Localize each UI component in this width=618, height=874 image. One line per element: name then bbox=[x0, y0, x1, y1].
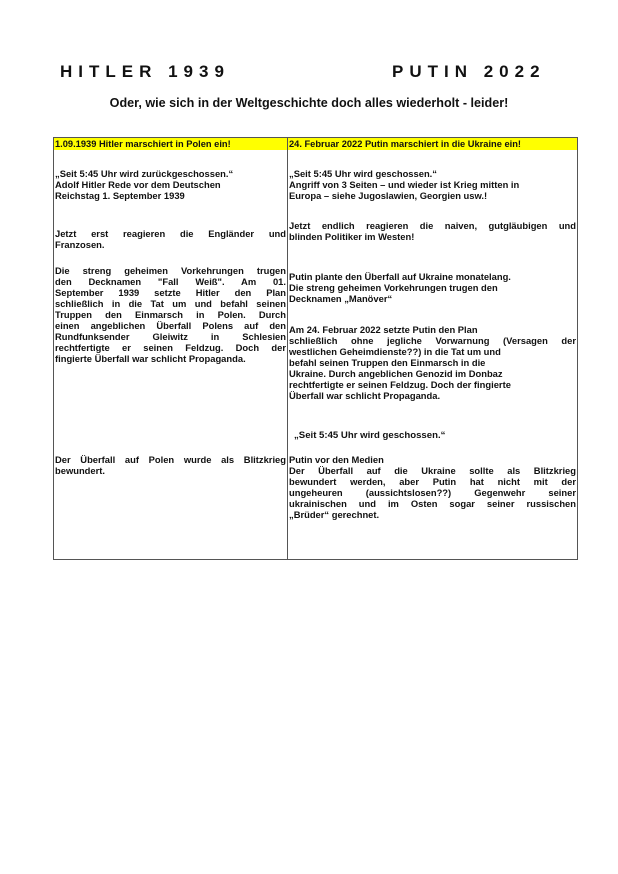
left-quote-line: Adolf Hitler Rede vor dem Deutschen bbox=[55, 179, 221, 190]
left-preparation-block bbox=[55, 265, 286, 364]
left-preparation-line: den Decknamen "Fall Weiß". Am 01. bbox=[55, 276, 286, 287]
page-subtitle: Oder, wie sich in der Weltgeschichte doch alles wiederholt - leider! bbox=[109, 96, 509, 110]
right-invasion-line: Überfall war schlicht Propaganda. bbox=[289, 390, 441, 401]
right-blitzkrieg-line: bewundert werden, aber Putin hat nicht mit der bbox=[289, 476, 576, 487]
right-quote-line: Europa – siehe Jugoslawien, Georgien usw.! bbox=[289, 190, 488, 201]
right-invasion-line: Am 24. Februar 2022 setzte Putin den Plan bbox=[289, 324, 478, 335]
left-preparation-line: rechtfertigte er seinen Feldzug. Doch der bbox=[55, 342, 286, 353]
left-quote-block bbox=[55, 168, 286, 201]
left-reaction-block bbox=[55, 228, 286, 250]
right-blitzkrieg-block bbox=[289, 454, 576, 520]
right-quote-line: „Seit 5:45 Uhr wird geschossen.“ bbox=[289, 168, 437, 179]
header-hitler-1939: HITLER 1939 bbox=[60, 62, 230, 81]
right-planning-line: Die streng geheimen Vorkehrungen trugen den bbox=[289, 282, 498, 293]
right-reaction-line: blinden Politiker im Westen! bbox=[289, 231, 415, 242]
right-blitzkrieg-line: ukrainischen und im Osten sogar seiner russischen bbox=[289, 498, 576, 509]
right-title: 24. Februar 2022 Putin marschiert in die Ukraine ein! bbox=[288, 138, 577, 150]
right-quote-block bbox=[289, 168, 576, 201]
left-quote-line: „Seit 5:45 Uhr wird zurückgeschossen.“ bbox=[55, 168, 234, 179]
left-preparation-line: September 1939 setzte Hitler den Plan bbox=[55, 287, 286, 298]
left-blitzkrieg-line: bewundert. bbox=[55, 465, 106, 476]
left-preparation-line: Truppen den Einmarsch in Polen. Durch bbox=[55, 309, 286, 320]
right-blitzkrieg-line: ungeheuren (aussichtslosen??) Gegenwehr seiner bbox=[289, 487, 576, 498]
left-blitzkrieg-block bbox=[55, 454, 286, 476]
right-column-putin bbox=[288, 138, 578, 560]
right-reaction-block bbox=[289, 220, 576, 242]
right-blitzkrieg-line: „Brüder“ gerechnet. bbox=[289, 509, 380, 520]
left-preparation-line: Die streng geheimen Vorkehrungen trugen bbox=[55, 265, 286, 276]
right-planning-line: Putin plante den Überfall auf Ukraine monatelang. bbox=[289, 271, 511, 282]
comparison-table bbox=[53, 137, 578, 560]
left-reaction-line: Franzosen. bbox=[55, 239, 105, 250]
right-invasion-line: Ukraine. Durch angeblichen Genozid im Donbaz bbox=[289, 368, 503, 379]
right-blitzkrieg-line: Der Überfall auf die Ukraine sollte als Blitzkrieg bbox=[289, 465, 576, 476]
right-invasion-line: westlichen Geheimdienste??) in die Tat um und bbox=[289, 346, 501, 357]
right-quote2: „Seit 5:45 Uhr wird geschossen.“ bbox=[294, 430, 446, 441]
right-reaction-line: Jetzt endlich reagieren die naiven, gutgläubigen und bbox=[289, 220, 576, 231]
right-blitzkrieg-line: Putin vor den Medien bbox=[289, 454, 384, 465]
left-preparation-line: fingierte Überfall war schlicht Propaganda. bbox=[55, 353, 246, 364]
left-preparation-line: einen angeblichen Überfall Polens auf den bbox=[55, 320, 286, 331]
right-invasion-block bbox=[289, 324, 576, 401]
right-planning-block bbox=[289, 271, 576, 304]
left-quote-line: Reichstag 1. September 1939 bbox=[55, 190, 185, 201]
left-reaction-line: Jetzt erst reagieren die Engländer und bbox=[55, 228, 286, 239]
left-blitzkrieg-line: Der Überfall auf Polen wurde als Blitzkrieg bbox=[55, 454, 286, 465]
left-column-hitler bbox=[54, 138, 288, 560]
right-invasion-line: schließlich ohne jegliche Vorwarnung (Versagen der bbox=[289, 335, 576, 346]
right-invasion-line: rechtfertigte er seinen Feldzug. Doch der fingierte bbox=[289, 379, 511, 390]
header-putin-2022: PUTIN 2022 bbox=[392, 62, 546, 81]
right-invasion-line: befahl seinen Truppen den Einmarsch in die bbox=[289, 357, 486, 368]
right-quote-line: Angriff von 3 Seiten – und wieder ist Krieg mitten in bbox=[289, 179, 520, 190]
left-preparation-line: Rundfunksender Gleiwitz in Schlesien bbox=[55, 331, 286, 342]
left-title: 1.09.1939 Hitler marschiert in Polen ein! bbox=[54, 138, 287, 150]
right-planning-line: Decknamen „Manöver“ bbox=[289, 293, 393, 304]
left-preparation-line: schließlich in die Tat um und befahl seinen bbox=[55, 298, 286, 309]
right-quote2-block bbox=[289, 430, 576, 441]
